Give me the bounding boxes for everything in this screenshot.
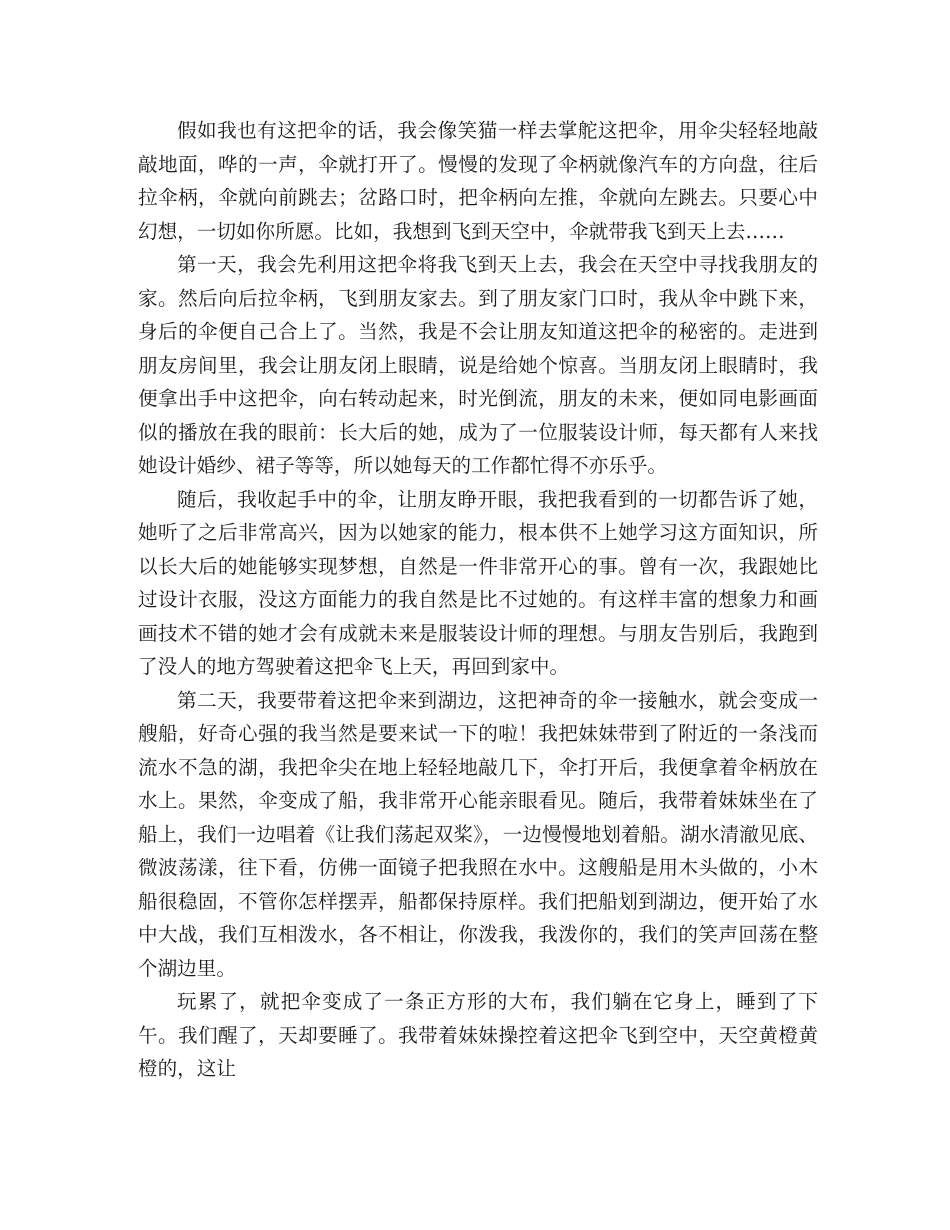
document-body: [138, 114, 818, 1086]
paragraph-2: 第一天，我会先利用这把伞将我飞到天上去，我会在天空中寻找我朋友的家。然后向后拉伞柄，飞到朋友家去。到了朋友家门口时，我从伞中跳下来，身后的伞便自己合上了。当然，我是不会让朋友知道这把伞的秘密的。走进到朋友房间里，我会让朋友闭上眼睛，说是给她个惊喜。当朋友闭上眼睛时，我便拿出手中这把伞，向右转动起来，时光倒流，朋友的未来，便如同电影画面似的播放在我的眼前：长大后的她，成为了一位服装设计师，每天都有人来找她设计婚纱、裙子等等，所以她每天的工作都忙得不亦乐乎。: [138, 253, 818, 477]
paragraph-3: 随后，我收起手中的伞，让朋友睁开眼，我把我看到的一切都告诉了她，她听了之后非常高兴，因为以她家的能力，根本供不上她学习这方面知识，所以长大后的她能够实现梦想，自然是一件非常开心的事。曾有一次，我跟她比过设计衣服，没这方面能力的我自然是比不过她的。有这样丰富的想象力和画画技术不错的她才会有成就未来是服装设计师的理想。与朋友告别后，我跑到了没人的地方驾驶着这把伞飞上天，再回到家中。: [138, 487, 818, 678]
paragraph-1: 假如我也有这把伞的话，我会像笑猫一样去掌舵这把伞，用伞尖轻轻地敲敲地面，哗的一声，伞就打开了。慢慢的发现了伞柄就像汽车的方向盘，往后拉伞柄，伞就向前跳去；岔路口时，把伞柄向左推，伞就向左跳去。只要心中幻想，一切如你所愿。比如，我想到飞到天空中，伞就带我飞到天上去……: [138, 119, 818, 243]
paragraph-5: 玩累了，就把伞变成了一条正方形的大布，我们躺在它身上，睡到了下午。我们醒了，天却要睡了。我带着妹妹操控着这把伞飞到空中，天空黄橙黄橙的，这让: [138, 990, 818, 1080]
paragraph-4: 第二天，我要带着这把伞来到湖边，这把神奇的伞一接触水，就会变成一艘船，好奇心强的我当然是要来试一下的啦！我把妹妹带到了附近的一条浅而流水不急的湖，我把伞尖在地上轻轻地敲几下，伞打开后，我便拿着伞柄放在水上。果然，伞变成了船，我非常开心能亲眼看见。随后，我带着妹妹坐在了船上，我们一边唱着《让我们荡起双桨》，一边慢慢地划着船。湖水清澈见底、微波荡漾，往下看，仿佛一面镜子把我照在水中。这艘船是用木头做的，小木船很稳固，不管你怎样摆弄，船都保持原样。我们把船划到湖边，便开始了水中大战，我们互相泼水，各不相让，你泼我，我泼你的，我们的笑声回荡在整个湖边里。: [138, 688, 818, 980]
